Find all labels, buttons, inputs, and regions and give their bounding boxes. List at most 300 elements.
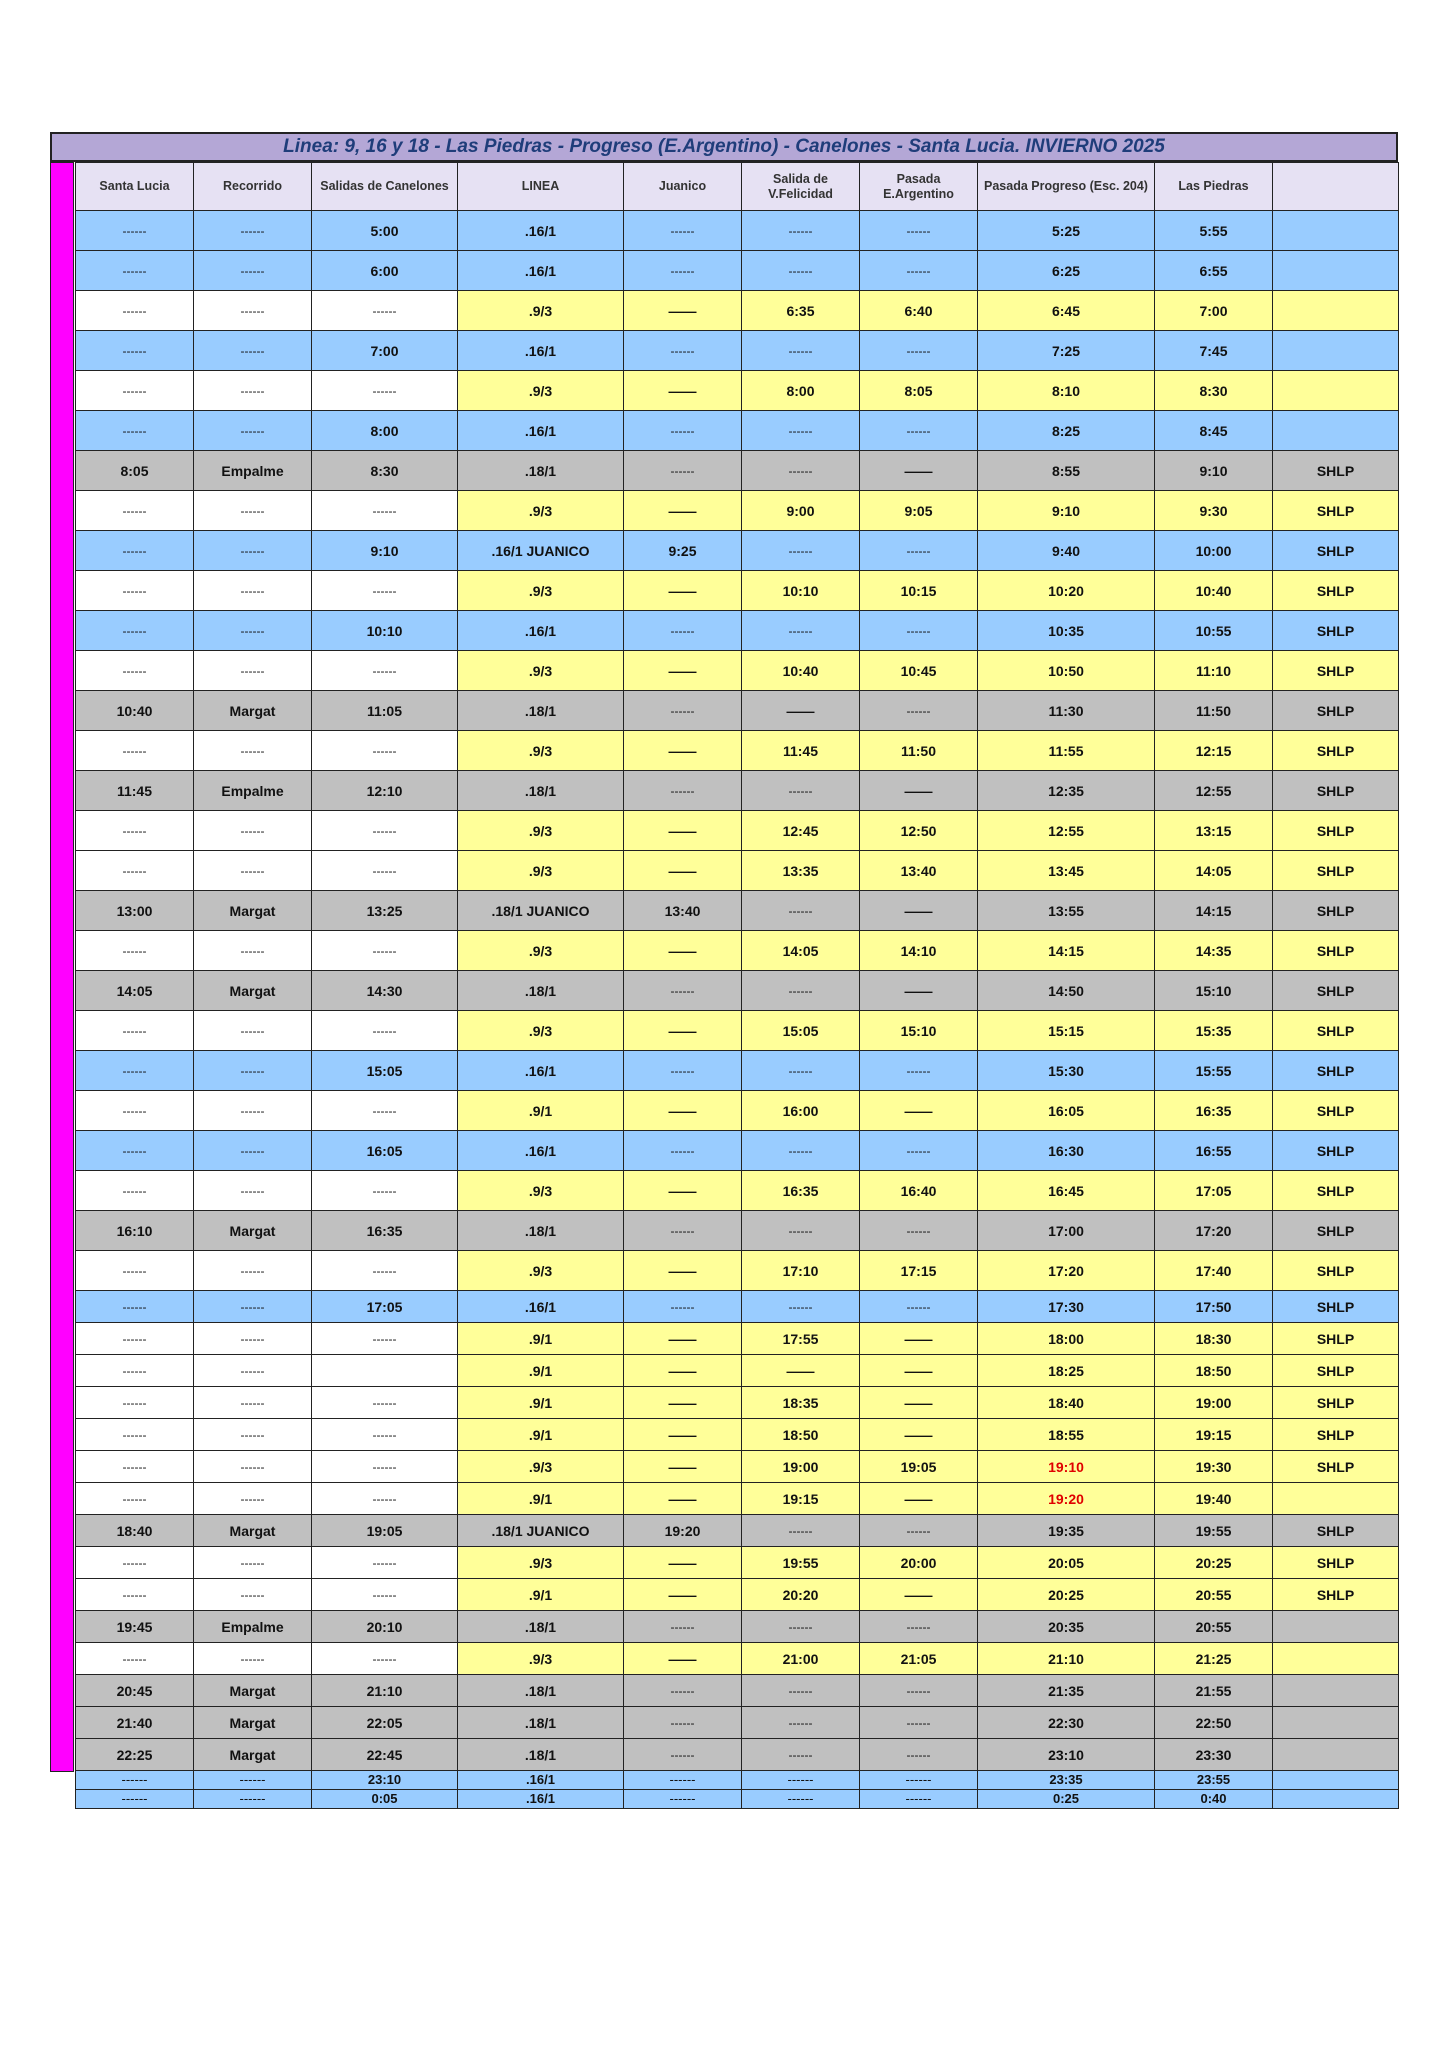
table-cell: —— (860, 971, 978, 1011)
table-cell: ------ (312, 1419, 458, 1451)
table-cell: 8:00 (312, 411, 458, 451)
table-cell: 23:55 (1155, 1771, 1273, 1790)
table-cell: 18:30 (1155, 1323, 1273, 1355)
table-cell: .18/1 (458, 971, 624, 1011)
table-cell: 12:55 (1155, 771, 1273, 811)
table-cell: 19:20 (978, 1483, 1155, 1515)
table-cell: 8:30 (1155, 371, 1273, 411)
table-row (76, 371, 1399, 411)
table-cell: .16/1 (458, 1291, 624, 1323)
table-cell: 6:40 (860, 291, 978, 331)
table-cell: 15:10 (1155, 971, 1273, 1011)
table-cell: 10:55 (1155, 611, 1273, 651)
table-cell: ------ (194, 531, 312, 571)
table-cell: ------ (624, 1790, 742, 1809)
table-cell: 14:15 (1155, 891, 1273, 931)
table-cell: 22:50 (1155, 1707, 1273, 1739)
table-cell: —— (624, 1579, 742, 1611)
table-cell: SHLP (1273, 1051, 1399, 1091)
table-cell: SHLP (1273, 691, 1399, 731)
table-cell: —— (624, 731, 742, 771)
table-cell: ------ (860, 1790, 978, 1809)
table-row (76, 1131, 1399, 1171)
table-cell: 9:10 (1155, 451, 1273, 491)
table-row (76, 851, 1399, 891)
table-cell: Margat (194, 691, 312, 731)
table-cell: .18/1 JUANICO (458, 1515, 624, 1547)
table-cell: 16:00 (742, 1091, 860, 1131)
table-cell: ------ (624, 331, 742, 371)
table-cell: ------ (860, 1131, 978, 1171)
table-cell: ------ (194, 411, 312, 451)
table-cell: .9/3 (458, 1011, 624, 1051)
table-cell: 15:05 (742, 1011, 860, 1051)
schedule-title: Linea: 9, 16 y 18 - Las Piedras - Progreso (E.Argentino) - Canelones - Santa Lucia. INVIERNO 2025 (50, 132, 1398, 162)
table-cell: .9/3 (458, 1171, 624, 1211)
table-cell: ------ (194, 1771, 312, 1790)
table-cell: SHLP (1273, 571, 1399, 611)
table-cell: .9/3 (458, 931, 624, 971)
table-cell: 23:35 (978, 1771, 1155, 1790)
table-cell: 11:55 (978, 731, 1155, 771)
table-cell: ------ (312, 491, 458, 531)
table-cell: —— (624, 1451, 742, 1483)
side-color-bar (50, 162, 74, 1772)
table-cell: ------ (312, 1643, 458, 1675)
table-cell: 16:40 (860, 1171, 978, 1211)
table-cell: 6:25 (978, 251, 1155, 291)
table-row (76, 1291, 1399, 1323)
table-cell: .9/1 (458, 1579, 624, 1611)
table-cell: 15:35 (1155, 1011, 1273, 1051)
table-cell: 17:20 (1155, 1211, 1273, 1251)
table-cell (1273, 1483, 1399, 1515)
table-cell: —— (624, 291, 742, 331)
table-cell: 13:45 (978, 851, 1155, 891)
table-cell: .18/1 (458, 771, 624, 811)
table-cell: ------ (624, 1131, 742, 1171)
table-cell: ------ (76, 1771, 194, 1790)
table-cell: ------ (194, 1790, 312, 1809)
table-cell: .9/1 (458, 1323, 624, 1355)
table-cell: 11:30 (978, 691, 1155, 731)
table-cell: 19:15 (1155, 1419, 1273, 1451)
table-cell: —— (624, 1643, 742, 1675)
table-cell: ------ (312, 1387, 458, 1419)
table-cell: 8:45 (1155, 411, 1273, 451)
table-cell: ------ (76, 571, 194, 611)
table-cell: 19:40 (1155, 1483, 1273, 1515)
table-cell: 11:10 (1155, 651, 1273, 691)
table-row (76, 1771, 1399, 1790)
table-cell: 16:10 (76, 1211, 194, 1251)
table-cell: ------ (742, 331, 860, 371)
table-cell: ------ (742, 1790, 860, 1809)
table-row (76, 1707, 1399, 1739)
table-cell: 13:35 (742, 851, 860, 891)
table-cell: 22:05 (312, 1707, 458, 1739)
table-cell: ------ (194, 211, 312, 251)
table-row (76, 1211, 1399, 1251)
table-cell: SHLP (1273, 651, 1399, 691)
table-cell: ------ (76, 1291, 194, 1323)
table-cell: 20:45 (76, 1675, 194, 1707)
table-cell: ------ (312, 1547, 458, 1579)
table-cell: 8:00 (742, 371, 860, 411)
schedule-sheet (50, 132, 1398, 1806)
table-cell: 10:50 (978, 651, 1155, 691)
table-cell: —— (860, 891, 978, 931)
table-cell: ------ (624, 251, 742, 291)
table-cell: ------ (76, 531, 194, 571)
table-cell (1273, 211, 1399, 251)
table-cell: 8:10 (978, 371, 1155, 411)
table-cell: 19:00 (742, 1451, 860, 1483)
table-cell: 17:55 (742, 1323, 860, 1355)
table-cell: 14:05 (742, 931, 860, 971)
table-row (76, 331, 1399, 371)
table-cell: ------ (76, 1323, 194, 1355)
table-cell: .9/3 (458, 1547, 624, 1579)
table-cell: ------ (742, 211, 860, 251)
table-cell: 8:25 (978, 411, 1155, 451)
table-cell: SHLP (1273, 1387, 1399, 1419)
table-cell: .18/1 (458, 1739, 624, 1771)
table-row (76, 491, 1399, 531)
table-cell: ------ (624, 691, 742, 731)
table-cell: ------ (312, 291, 458, 331)
table-cell: ------ (76, 1790, 194, 1809)
table-cell: —— (624, 1419, 742, 1451)
table-cell: —— (860, 1355, 978, 1387)
table-cell: 18:50 (742, 1419, 860, 1451)
table-cell: ------ (76, 211, 194, 251)
table-cell: ------ (76, 411, 194, 451)
table-cell: SHLP (1273, 1131, 1399, 1171)
col-header: Juanico (624, 163, 742, 211)
table-cell: ------ (624, 1771, 742, 1790)
col-header: LINEA (458, 163, 624, 211)
table-cell: ------ (76, 851, 194, 891)
table-cell: —— (860, 1419, 978, 1451)
table-cell: ------ (860, 1211, 978, 1251)
table-cell: .9/3 (458, 371, 624, 411)
table-cell: ------ (194, 331, 312, 371)
table-cell: 20:10 (312, 1611, 458, 1643)
table-cell: 10:35 (978, 611, 1155, 651)
table-cell: 8:05 (76, 451, 194, 491)
table-cell: —— (860, 451, 978, 491)
table-cell: 21:25 (1155, 1643, 1273, 1675)
table-cell: ------ (76, 1011, 194, 1051)
table-cell: ------ (312, 931, 458, 971)
table-cell: 16:45 (978, 1171, 1155, 1211)
table-cell: .18/1 (458, 451, 624, 491)
table-row (76, 1547, 1399, 1579)
table-cell: .9/1 (458, 1091, 624, 1131)
table-cell: ------ (76, 1251, 194, 1291)
table-row (76, 571, 1399, 611)
table-cell: Empalme (194, 451, 312, 491)
table-cell: 16:35 (742, 1171, 860, 1211)
table-cell: 22:45 (312, 1739, 458, 1771)
table-cell: SHLP (1273, 891, 1399, 931)
table-cell: .18/1 (458, 1707, 624, 1739)
table-cell: Margat (194, 1675, 312, 1707)
table-cell: 16:35 (1155, 1091, 1273, 1131)
table-cell: ------ (76, 1419, 194, 1451)
table-cell (1273, 331, 1399, 371)
table-cell: —— (624, 1251, 742, 1291)
table-cell: ------ (624, 1611, 742, 1643)
table-cell: ------ (194, 1251, 312, 1291)
table-cell: ------ (194, 1171, 312, 1211)
table-cell: 10:15 (860, 571, 978, 611)
table-cell: 21:10 (312, 1675, 458, 1707)
table-cell: —— (624, 1547, 742, 1579)
timetable (75, 162, 1399, 1809)
table-cell: 12:50 (860, 811, 978, 851)
table-cell: ------ (76, 251, 194, 291)
table-cell: 19:55 (742, 1547, 860, 1579)
table-cell (1273, 1707, 1399, 1739)
table-cell: 14:15 (978, 931, 1155, 971)
table-cell: 14:05 (76, 971, 194, 1011)
table-row (76, 1643, 1399, 1675)
table-cell: 17:05 (1155, 1171, 1273, 1211)
table-cell: ------ (194, 291, 312, 331)
table-cell: ------ (312, 651, 458, 691)
table-cell: 14:10 (860, 931, 978, 971)
table-cell: 10:40 (742, 651, 860, 691)
table-cell: SHLP (1273, 811, 1399, 851)
table-row (76, 771, 1399, 811)
table-cell: ------ (742, 451, 860, 491)
table-cell: SHLP (1273, 1291, 1399, 1323)
table-row (76, 971, 1399, 1011)
table-cell: SHLP (1273, 1171, 1399, 1211)
table-cell: ------ (624, 1291, 742, 1323)
table-cell (1273, 411, 1399, 451)
table-cell: .18/1 (458, 1211, 624, 1251)
table-cell: Margat (194, 891, 312, 931)
col-header: Pasada E.Argentino (860, 163, 978, 211)
table-cell: ------ (194, 1643, 312, 1675)
table-cell: ------ (742, 611, 860, 651)
table-cell: 16:05 (978, 1091, 1155, 1131)
table-cell: .9/3 (458, 731, 624, 771)
table-cell: 17:05 (312, 1291, 458, 1323)
table-cell: ------ (860, 1051, 978, 1091)
table-cell: SHLP (1273, 1419, 1399, 1451)
table-cell: 20:25 (978, 1579, 1155, 1611)
table-cell: —— (624, 1011, 742, 1051)
table-cell: .9/3 (458, 651, 624, 691)
table-cell: —— (624, 1387, 742, 1419)
table-cell: 11:50 (1155, 691, 1273, 731)
table-cell: ------ (76, 1643, 194, 1675)
table-cell: SHLP (1273, 1251, 1399, 1291)
table-cell: 10:00 (1155, 531, 1273, 571)
table-cell: .9/3 (458, 1451, 624, 1483)
table-cell: ------ (860, 251, 978, 291)
table-cell: ------ (860, 1771, 978, 1790)
table-cell: 23:10 (978, 1739, 1155, 1771)
table-cell: .9/3 (458, 291, 624, 331)
table-cell: .16/1 (458, 611, 624, 651)
table-cell: .18/1 (458, 1675, 624, 1707)
table-row (76, 1011, 1399, 1051)
table-cell: ------ (742, 1051, 860, 1091)
table-cell: 12:55 (978, 811, 1155, 851)
table-cell: ------ (76, 1483, 194, 1515)
table-cell: ------ (312, 811, 458, 851)
table-row (76, 251, 1399, 291)
table-cell: 18:40 (978, 1387, 1155, 1419)
table-cell: 14:35 (1155, 931, 1273, 971)
table-cell: 7:25 (978, 331, 1155, 371)
table-cell: SHLP (1273, 1579, 1399, 1611)
table-cell: 9:30 (1155, 491, 1273, 531)
table-cell: ------ (194, 491, 312, 531)
table-cell: 9:10 (312, 531, 458, 571)
table-cell: ------ (742, 411, 860, 451)
table-cell: —— (624, 811, 742, 851)
table-cell: 20:55 (1155, 1611, 1273, 1643)
table-cell: 0:40 (1155, 1790, 1273, 1809)
table-cell (1273, 251, 1399, 291)
table-cell: 5:55 (1155, 211, 1273, 251)
table-cell: 16:55 (1155, 1131, 1273, 1171)
table-cell: SHLP (1273, 1355, 1399, 1387)
table-cell: SHLP (1273, 1211, 1399, 1251)
table-row (76, 1579, 1399, 1611)
table-cell: —— (624, 491, 742, 531)
table-cell: ------ (860, 1611, 978, 1643)
table-cell: SHLP (1273, 1451, 1399, 1483)
table-cell: ------ (194, 371, 312, 411)
table-cell: ------ (194, 1011, 312, 1051)
table-cell: ------ (742, 771, 860, 811)
table-cell: 19:20 (624, 1515, 742, 1547)
table-cell: ------ (194, 1547, 312, 1579)
table-cell: 20:20 (742, 1579, 860, 1611)
table-cell: 14:30 (312, 971, 458, 1011)
table-row (76, 1515, 1399, 1547)
table-cell: ------ (194, 611, 312, 651)
table-cell: ------ (312, 1579, 458, 1611)
table-cell: 11:45 (76, 771, 194, 811)
table-cell: 23:10 (312, 1771, 458, 1790)
table-cell: ------ (624, 611, 742, 651)
table-cell: Margat (194, 1739, 312, 1771)
table-cell: ------ (624, 1051, 742, 1091)
table-row (76, 1611, 1399, 1643)
table-cell: 19:15 (742, 1483, 860, 1515)
table-cell: 22:30 (978, 1707, 1155, 1739)
table-cell: 18:40 (76, 1515, 194, 1547)
table-cell: ------ (742, 1707, 860, 1739)
table-cell (1273, 291, 1399, 331)
table-cell: ------ (194, 1131, 312, 1171)
table-cell: ------ (624, 1739, 742, 1771)
table-row (76, 811, 1399, 851)
table-cell: SHLP (1273, 931, 1399, 971)
table-cell: ------ (76, 931, 194, 971)
table-cell: 21:05 (860, 1643, 978, 1675)
table-cell: ------ (194, 1419, 312, 1451)
table-cell: 13:40 (624, 891, 742, 931)
table-row (76, 1419, 1399, 1451)
table-cell: ------ (742, 1131, 860, 1171)
table-cell: SHLP (1273, 771, 1399, 811)
table-row (76, 1451, 1399, 1483)
table-cell: Margat (194, 1211, 312, 1251)
table-cell: .16/1 (458, 1790, 624, 1809)
table-cell: 15:30 (978, 1051, 1155, 1091)
table-cell: ------ (76, 811, 194, 851)
table-cell: ------ (76, 491, 194, 531)
table-cell: SHLP (1273, 491, 1399, 531)
table-cell: —— (860, 1323, 978, 1355)
table-cell: 8:30 (312, 451, 458, 491)
table-cell: ------ (742, 891, 860, 931)
table-cell: .16/1 (458, 211, 624, 251)
table-cell: 20:05 (978, 1547, 1155, 1579)
table-cell: .18/1 (458, 691, 624, 731)
table-cell: 17:10 (742, 1251, 860, 1291)
table-cell (1273, 1611, 1399, 1643)
table-cell: ------ (742, 1675, 860, 1707)
table-cell: 7:00 (312, 331, 458, 371)
table-cell: ------ (194, 731, 312, 771)
table-cell: .9/3 (458, 1643, 624, 1675)
col-header: Santa Lucia (76, 163, 194, 211)
table-cell: ------ (742, 531, 860, 571)
table-cell: 6:00 (312, 251, 458, 291)
table-cell: 14:50 (978, 971, 1155, 1011)
table-cell: ------ (312, 571, 458, 611)
table-cell: 16:35 (312, 1211, 458, 1251)
table-cell: 20:35 (978, 1611, 1155, 1643)
table-cell: ------ (76, 611, 194, 651)
table-cell: ------ (194, 1451, 312, 1483)
table-cell: ------ (194, 571, 312, 611)
table-cell: ------ (312, 731, 458, 771)
table-cell: 19:00 (1155, 1387, 1273, 1419)
table-cell: ------ (76, 651, 194, 691)
table-row (76, 931, 1399, 971)
table-cell: ------ (624, 971, 742, 1011)
table-cell: 12:10 (312, 771, 458, 811)
table-cell: 10:40 (76, 691, 194, 731)
table-cell: 19:35 (978, 1515, 1155, 1547)
table-row (76, 691, 1399, 731)
table-cell: ------ (312, 1323, 458, 1355)
table-cell: ------ (194, 1051, 312, 1091)
table-cell: ------ (860, 1739, 978, 1771)
table-cell: 17:50 (1155, 1291, 1273, 1323)
col-header: Recorrido (194, 163, 312, 211)
table-row (76, 1483, 1399, 1515)
table-cell: 10:10 (742, 571, 860, 611)
table-cell: ------ (194, 1091, 312, 1131)
table-cell: ------ (624, 1211, 742, 1251)
table-cell: 5:25 (978, 211, 1155, 251)
table-cell: ------ (76, 1451, 194, 1483)
table-cell: .9/1 (458, 1419, 624, 1451)
table-cell: ------ (194, 1387, 312, 1419)
